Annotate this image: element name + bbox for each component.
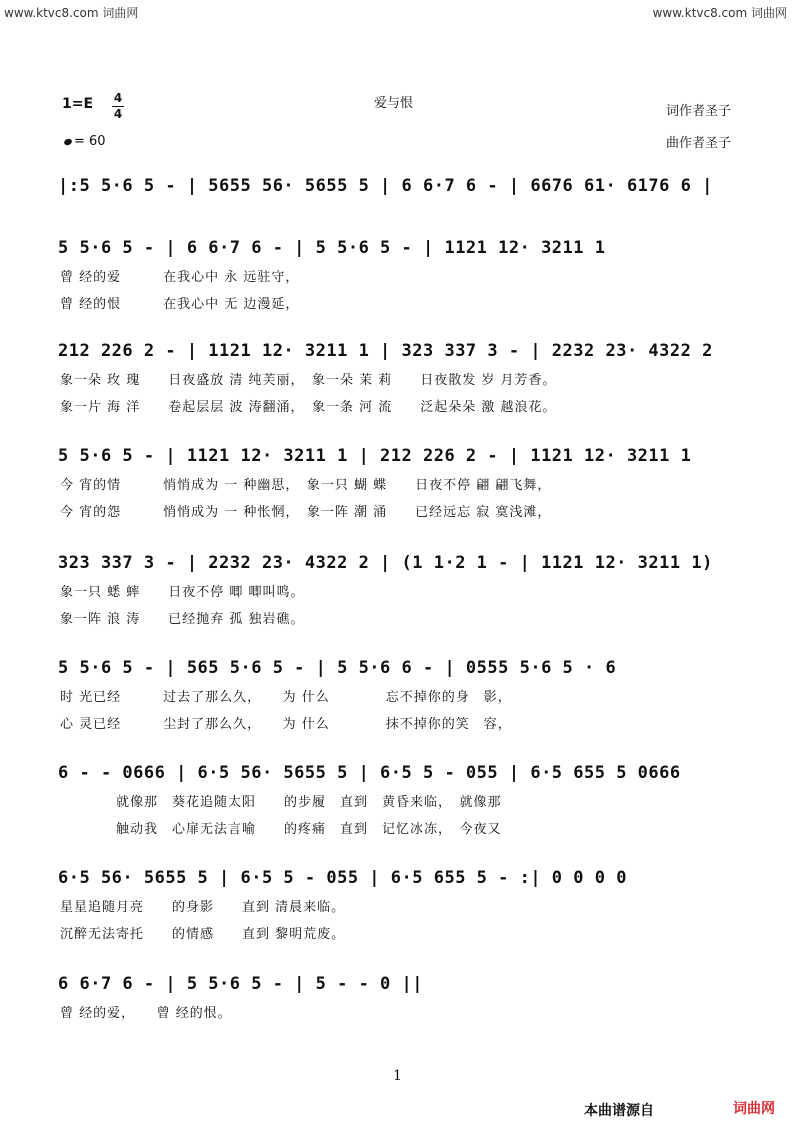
lyric-line: 曾 经的恨 在我心中 无 边漫延， [60,297,300,312]
music-line: 212 226 2 - | 1121 12· 3211 1 | 323 337 3 - | 2232 23· 4322 2 [58,341,713,361]
lyric-line: 象一片 海 洋 卷起层层 波 涛翻涌， 象一条 河 流 泛起朵朵 激 越浪花。 [60,400,557,415]
lyric-line: 时 光已经 过去了那么久， 为 什么 忘不掉你的身 影， [60,690,512,705]
lyric-line: 象一阵 浪 涛 已经抛弃 孤 独岩礁。 [60,612,305,627]
music-line: 6 - - 0666 | 6·5 56· 5655 5 | 6·5 5 - 055 | 6·5 655 5 0666 [58,763,681,783]
music-line: 323 337 3 - | 2232 23· 4322 2 | (1 1·2 1 - | 1121 12· 3211 1) [58,553,713,573]
site-watermark-left: www.ktvc8.com 词曲网 [4,6,139,20]
page-number: 1 [393,1068,402,1084]
lyric-line: 曾 经的爱 在我心中 永 远驻守， [60,270,300,285]
music-line: 5 5·6 5 - | 565 5·6 5 - | 5 5·6 6 - | 0555 5·6 5 · 6 [58,658,617,678]
music-line: 6 6·7 6 - | 5 5·6 5 - | 5 - - 0 || [58,974,423,994]
tempo-marking [64,134,106,149]
lyric-line: 象一只 蟋 蟀 日夜不停 唧 唧叫鸣。 [60,585,305,600]
music-line: 5 5·6 5 - | 1121 12· 3211 1 | 212 226 2 - | 1121 12· 3211 1 [58,446,692,466]
lyric-line: 心 灵已经 尘封了那么久， 为 什么 抹不掉你的笑 容， [60,717,512,732]
time-signature-top: 4 [113,91,123,105]
quarter-note-icon [63,138,73,146]
composer-credit: 曲作者圣子 [665,136,731,151]
source-label: 本曲谱源自 [584,1103,654,1119]
lyric-line: 今 宵的情 悄悄成为 一 种幽思， 象一只 蝴 蝶 日夜不停 翩 翩飞舞， [60,478,552,493]
site-logo: 词曲网 [733,1101,775,1117]
lyric-line: 沉醉无法寄托 的情感 直到 黎明荒废。 [60,927,346,942]
lyricist-credit: 词作者圣子 [665,104,731,119]
site-watermark-right: www.ktvc8.com 词曲网 [652,6,787,20]
lyric-line: 曾 经的爱， 曾 经的恨。 [60,1006,232,1021]
lyric-line: 星星追随月亮 的身影 直到 清晨来临。 [60,900,346,915]
lyric-line: 象一朵 玫 瑰 日夜盛放 清 纯芙丽， 象一朵 茉 莉 日夜散发 岁 月芳香。 [60,373,557,388]
music-line: 6·5 56· 5655 5 | 6·5 5 - 055 | 6·5 655 5 - :| 0 0 0 0 [58,868,627,888]
lyric-line: 今 宵的怨 悄悄成为 一 种怅惘， 象一阵 潮 涌 已经远忘 寂 寞浅滩， [60,505,552,520]
song-title: 爱与恨 [374,96,414,111]
time-signature-bottom: 4 [113,107,123,121]
key-signature: 1=E [62,96,94,112]
lyric-line: 触动我 心扉无法言喻 的疼痛 直到 记忆冰冻， 今夜又 [60,822,502,837]
lyric-line: 就像那 葵花追随太阳 的步履 直到 黄昏来临， 就像那 [60,795,502,810]
tempo-value: = 60 [74,134,106,149]
time-signature [112,92,124,121]
music-line: |:5 5·6 5 - | 5655 56· 5655 5 | 6 6·7 6 - | 6676 61· 6176 6 | [58,176,713,196]
music-line: 5 5·6 5 - | 6 6·7 6 - | 5 5·6 5 - | 1121 12· 3211 1 [58,238,606,258]
